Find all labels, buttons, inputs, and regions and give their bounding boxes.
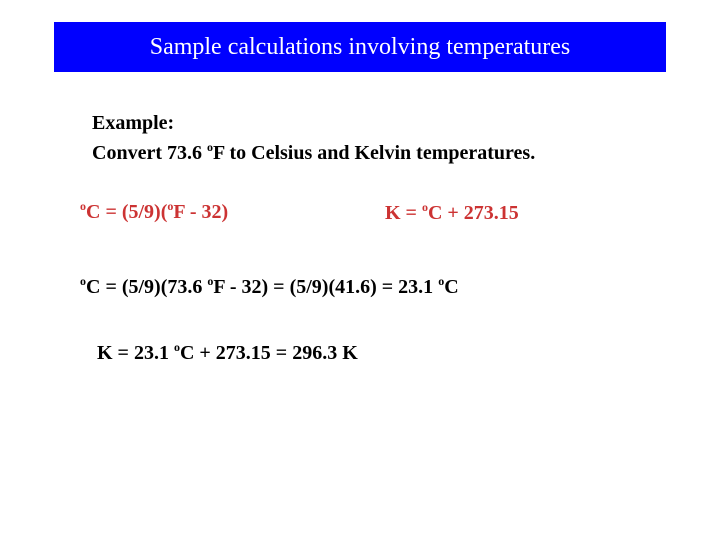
example-description (92, 142, 535, 165)
celsius-formula-part1: C = (5/9)( (86, 201, 168, 223)
kelvin-calculation (97, 342, 358, 365)
kelvin-calc-part1: K = 23.1 (97, 342, 174, 364)
degree-symbol: o (438, 274, 445, 288)
degree-symbol: o (167, 199, 174, 213)
example-label: Example: (92, 112, 175, 134)
kelvin-formula-part2: C + 273.15 (427, 202, 519, 224)
kelvin-formula-part1: K = (385, 202, 422, 224)
celsius-calc-part3: C (444, 276, 459, 298)
example-desc-part1: Convert 73.6 (92, 142, 207, 164)
degree-symbol: o (421, 200, 428, 214)
celsius-calc-part1: C = (5/9)(73.6 (86, 276, 208, 298)
celsius-calc-part2: F - 32) = (5/9)(41.6) = 23.1 (213, 276, 439, 298)
celsius-formula-part2: F - 32) (173, 201, 229, 223)
degree-symbol: o (80, 274, 86, 288)
degree-symbol: o (80, 199, 86, 213)
degree-symbol: o (206, 140, 213, 154)
celsius-formula (80, 201, 228, 224)
degree-symbol: o (207, 274, 214, 288)
example-desc-part2: F to Celsius and Kelvin temperatures. (212, 142, 536, 164)
slide-title: Sample calculations involving temperatures (54, 22, 666, 72)
degree-symbol: o (173, 340, 180, 354)
celsius-calculation (80, 276, 459, 299)
kelvin-formula (385, 202, 519, 225)
kelvin-calc-part2: C + 273.15 = 296.3 K (179, 342, 358, 364)
